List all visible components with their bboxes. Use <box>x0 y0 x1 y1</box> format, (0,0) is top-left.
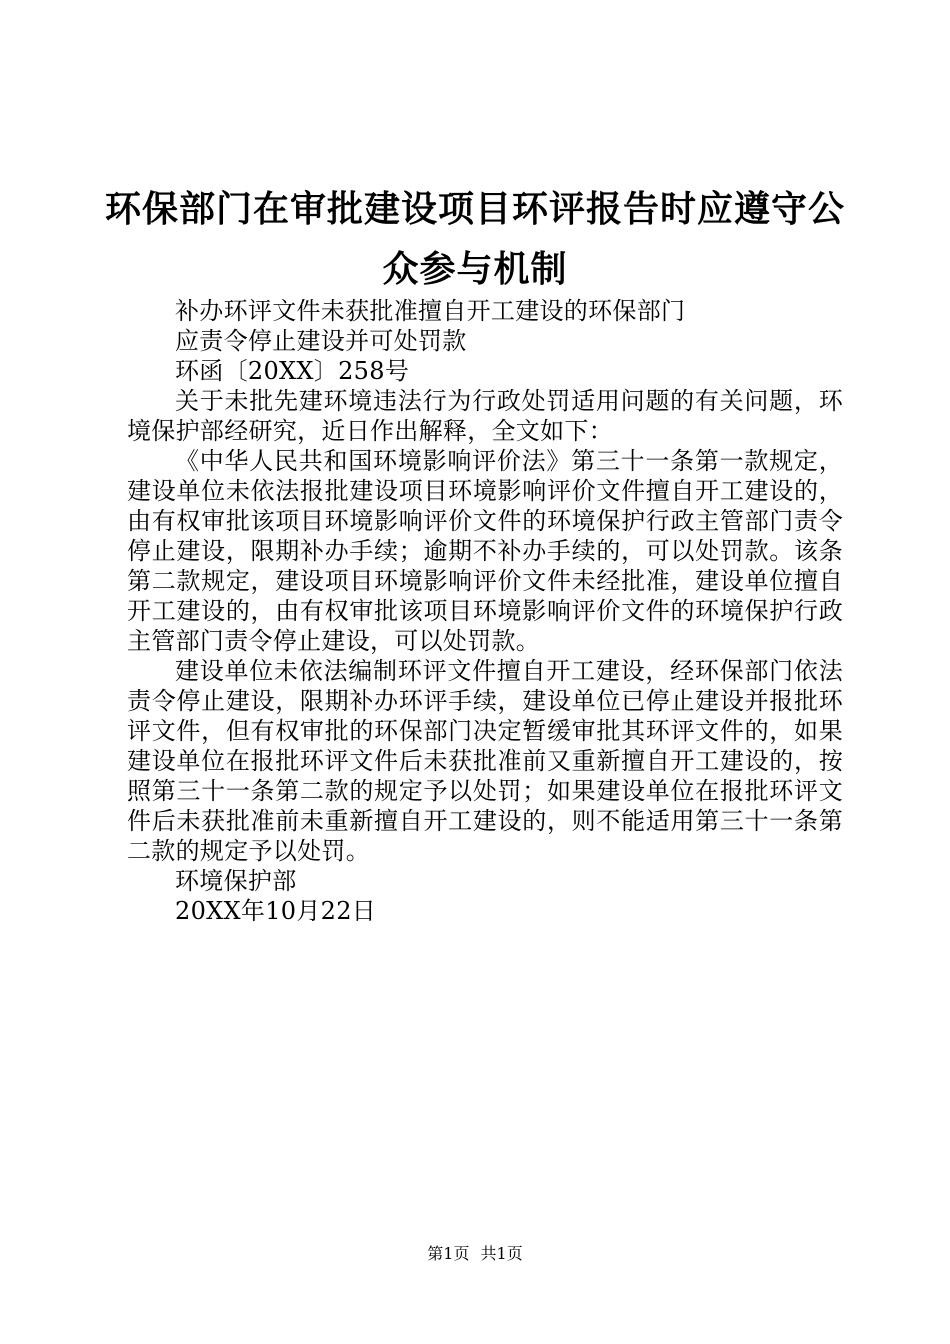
subtitle-line-1: 补办环评文件未获批准擅自开工建设的环保部门 <box>175 297 686 325</box>
page-footer <box>0 1244 950 1264</box>
interpretation-paragraph: 建设单位未依法编制环评文件擅自开工建设，经环保部门依法责令停止建设，限期补办环评手续，建设单位已停止建设并报批环评文件，但有权审批的环保部门决定暂缓审批其环评文件的，如果建设单位在报批环评文件后未获批准前又重新擅自开工建设的，按照第三十一条第二款的规定予以处罚；如果建设单位在报批环评文件后未获批准前未重新擅自开工建设的，则不能适用第三十一条第二款的规定予以处罚。 <box>127 657 843 865</box>
law-paragraph: 《中华人民共和国环境影响评价法》第三十一条第一款规定，建设单位未依法报批建设项目环境影响评价文件擅自开工建设的，由有权审批该项目环境影响评价文件的环境保护行政主管部门责令停止建设，限期补办手续；逾期不补办手续的，可以处罚款。该条第二款规定，建设项目环境影响评价文件未经批准，建设单位擅自开工建设的，由有权审批该项目环境影响评价文件的环境保护行政主管部门责令停止建设，可以处罚款。 <box>127 447 843 655</box>
intro-paragraph: 关于未批先建环境违法行为行政处罚适用问题的有关问题，环境保护部经研究，近日作出解释，全文如下： <box>127 387 843 445</box>
document-number: 环函〔20XX〕258号 <box>175 357 410 385</box>
document-body <box>127 296 843 926</box>
document-title: 环保部门在审批建设项目环评报告时应遵守公众参与机制 <box>104 189 845 290</box>
issuer-signature: 环境保护部 <box>175 867 297 895</box>
issue-date: 20XX年10月22日 <box>175 897 377 925</box>
page-current: 第1页 <box>427 1244 470 1263</box>
subtitle-line-2: 应责令停止建设并可处罚款 <box>175 327 467 355</box>
page-total: 共1页 <box>480 1244 523 1263</box>
